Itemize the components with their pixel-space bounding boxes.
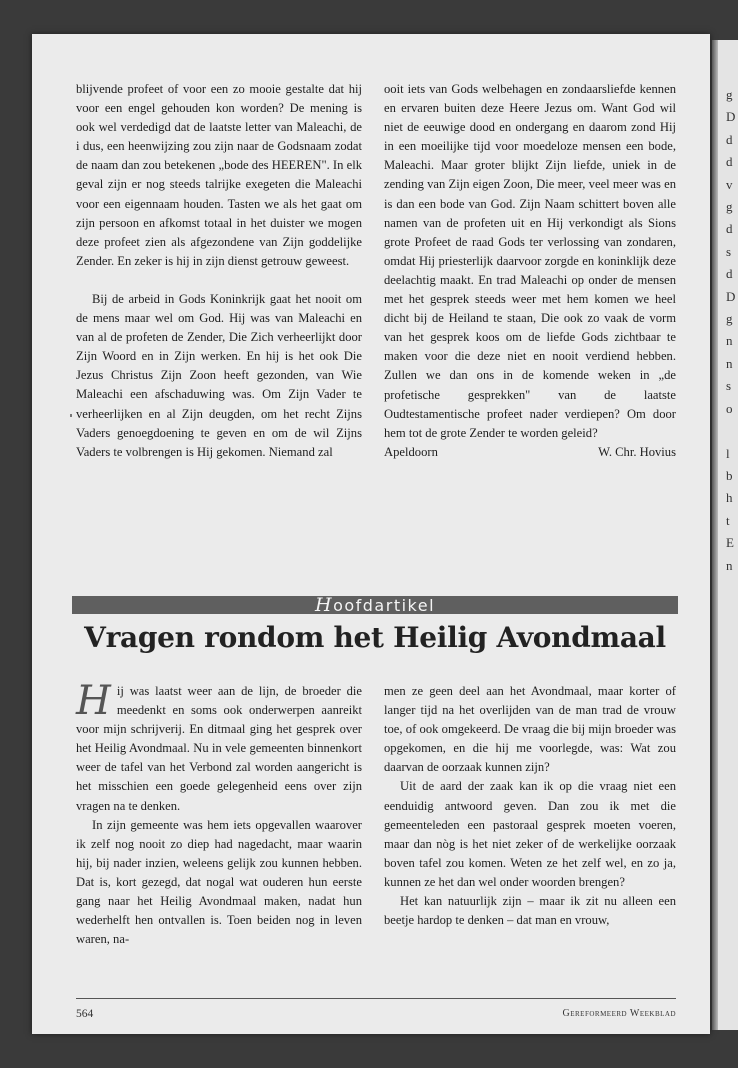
top-left-column [76,80,362,462]
page-gutter [712,40,718,1030]
next-page-line: t [726,512,730,528]
paragraph-text: ij was laatst weer aan de lijn, de broeder die meedenkt en soms ook onderwerpen aanreikt voor mijn schrijverij. En ditmaal ging het gesprek over het Heilig Avondmaal. Nu in vele gemeenten binnenkort weer de tafel van het Verbond zal worden aangericht is het misschien een goede gelegenheid eens over zijn vragen na te denken. [76,684,362,813]
scan-speck [70,414,72,417]
next-page-line: s [726,378,732,394]
paragraph: men ze geen deel aan het Avondmaal, maar korter of langer tijd na het overlijden van de man trad de vrouw toe, of ook omgekeerd. De vraag die bij mijn broeder was opgekomen, en die hij me voorlegde, was: Wat zou daarvan de oorzaak kunnen zijn? [384,684,676,775]
article-headline: Vragen rondom het Heilig Avondmaal [84,621,666,654]
magazine-page [32,34,710,1034]
journal-name: Gereformeerd Weekblad [562,1008,676,1019]
next-page-line: n [726,557,733,573]
next-page-line: d [726,154,733,170]
drop-cap: H [76,678,111,724]
next-page-line: D [726,109,736,125]
next-page-line: o [726,400,733,416]
section-label-initial: H [314,594,334,616]
next-page-line: n [726,355,733,371]
page-number: 564 [76,1008,94,1020]
next-page-line [726,420,735,442]
article-right-column [384,682,676,930]
paragraph [76,678,362,816]
signature-author: W. Chr. Hovius [598,444,676,459]
next-page-line: d [726,131,733,147]
next-page-line: E [726,535,734,551]
paragraph: ooit iets van Gods welbehagen en zondaarsliefde kennen en ervaren buiten deze Heere Jezus om. Want God wil niet de eeuwige dood en ondergang en daarom zond Hij in een moeilijke tijd voor moedeloze mensen een bode, Maleachi. Maar groter blijkt Zijn liefde, uniek in de zending van Zijn eigen Zoon, Die meer, veel meer was en is dan een bode van God. Zijn Naam schittert boven alle namen van de profeten uit en Hij verkondigt als Sions grote Profeet de raad Gods ter verlossing van zondaren, omdat Hij priesterlijk daarvoor zorgde en koninklijk deze deelachtig maakt. En trad Maleachi op onder de mensen met het gesprek steeds weer met hem komen we heel dicht bij de Heiland te staan, Die ook zo vaak de vorm van het gesprek koos om de liefde Gods zichtbaar te maken voor die deze niet en nooit verdiend hebben. Zullen we dan ons in de komende weken in „de profetische gesprekken" van de laatste Oudtestamentische profeet nader verdiepen? Om door hem tot de grote Zender te worden geleid? [384,82,676,440]
next-page-text [726,84,735,577]
next-page-line: h [726,490,733,506]
section-label [72,594,678,616]
article-left-column [76,678,362,949]
next-page-line: s [726,243,732,259]
signature-place: Apeldoorn [384,444,438,459]
paragraph: Het kan natuurlijk zijn – maar ik zit nu alleen een beetje hardop te denken – dat man en vrouw, [384,894,676,928]
next-page-line: l [726,445,730,461]
next-page-line: d [726,221,733,237]
paragraph: blijvende profeet of voor een zo mooie gestalte dat hij voor een engel gehouden kon worden? De mening is ook wel verdedigd dat de laatste letter van Maleachi, de i dus, een heenwijzing zou zijn naar de Godsnaam zodat de naam dan zou betekenen „bode des HEEREN". In elk geval zijn er nog steeds talrijke exegeten die Maleachi voor een eigennaam houden. Tasten we als het gaat om zijn persoon en afkomst totaal in het duister we mogen deze profeet zien als afgezondene van Zijn goddelijke Zender. En zeker is hij in zijn dienst getrouw geweest. [76,82,362,268]
paragraph: In zijn gemeente was hem iets opgevallen waarover ik zelf nog nooit zo diep had nagedacht, maar waarin hij, bij nader inzien, weleens gelijk zou kunnen hebben. Dat is, kort gezegd, dat nogal wat ouderen hun eerste gang naar het Heilig Avondmaal maken, nadat hun wederhelft hen ontvallen is. Toen beiden nog in leven waren, na- [76,817,362,947]
section-label-rest: oofdartikel [333,596,436,615]
next-page-line: g [726,199,733,215]
next-page-line: D [726,288,736,304]
next-page-line: b [726,467,733,483]
signature-line [384,443,676,462]
paragraph: Bij de arbeid in Gods Koninkrijk gaat het nooit om de mens maar wel om God. Hij was van Maleachi en van al de profeten de Zender, Die Zich verheerlijkt door Zijn Woord en in Zijn werken. En hij is het ook Die Jezus Christus Zijn Zoon heeft gezonden, van Wie Maleachi een afschaduwing was. Om Zijn Vader te verheerlijken en al Zijn deugden, om het recht Zijns Vaders genoegdoening te geven en om de wil Zijns Vaders te volbrengen is Hij gekomen. Niemand zal [76,291,362,459]
next-page-line: d [726,266,733,282]
next-page-edge [712,40,738,1030]
top-right-column [384,80,676,462]
next-page-line: g [726,311,733,327]
next-page-line: v [726,176,733,192]
paragraph: Uit de aard der zaak kan ik op die vraag niet een eenduidig antwoord geven. Dan zou ik met die gemeenteleden een pastoraal gesprek moeten voeren, maar dan nòg is het niet zeker of de werkelijke oorzaak boven tafel zou komen. Weten ze het zelf wel, en zo ja, kunnen ze het dan wel onder woorden brengen? [384,779,676,889]
section-band [72,596,678,614]
footer-rule [76,998,676,999]
next-page-line: n [726,333,733,349]
next-page-line: g [726,87,733,102]
